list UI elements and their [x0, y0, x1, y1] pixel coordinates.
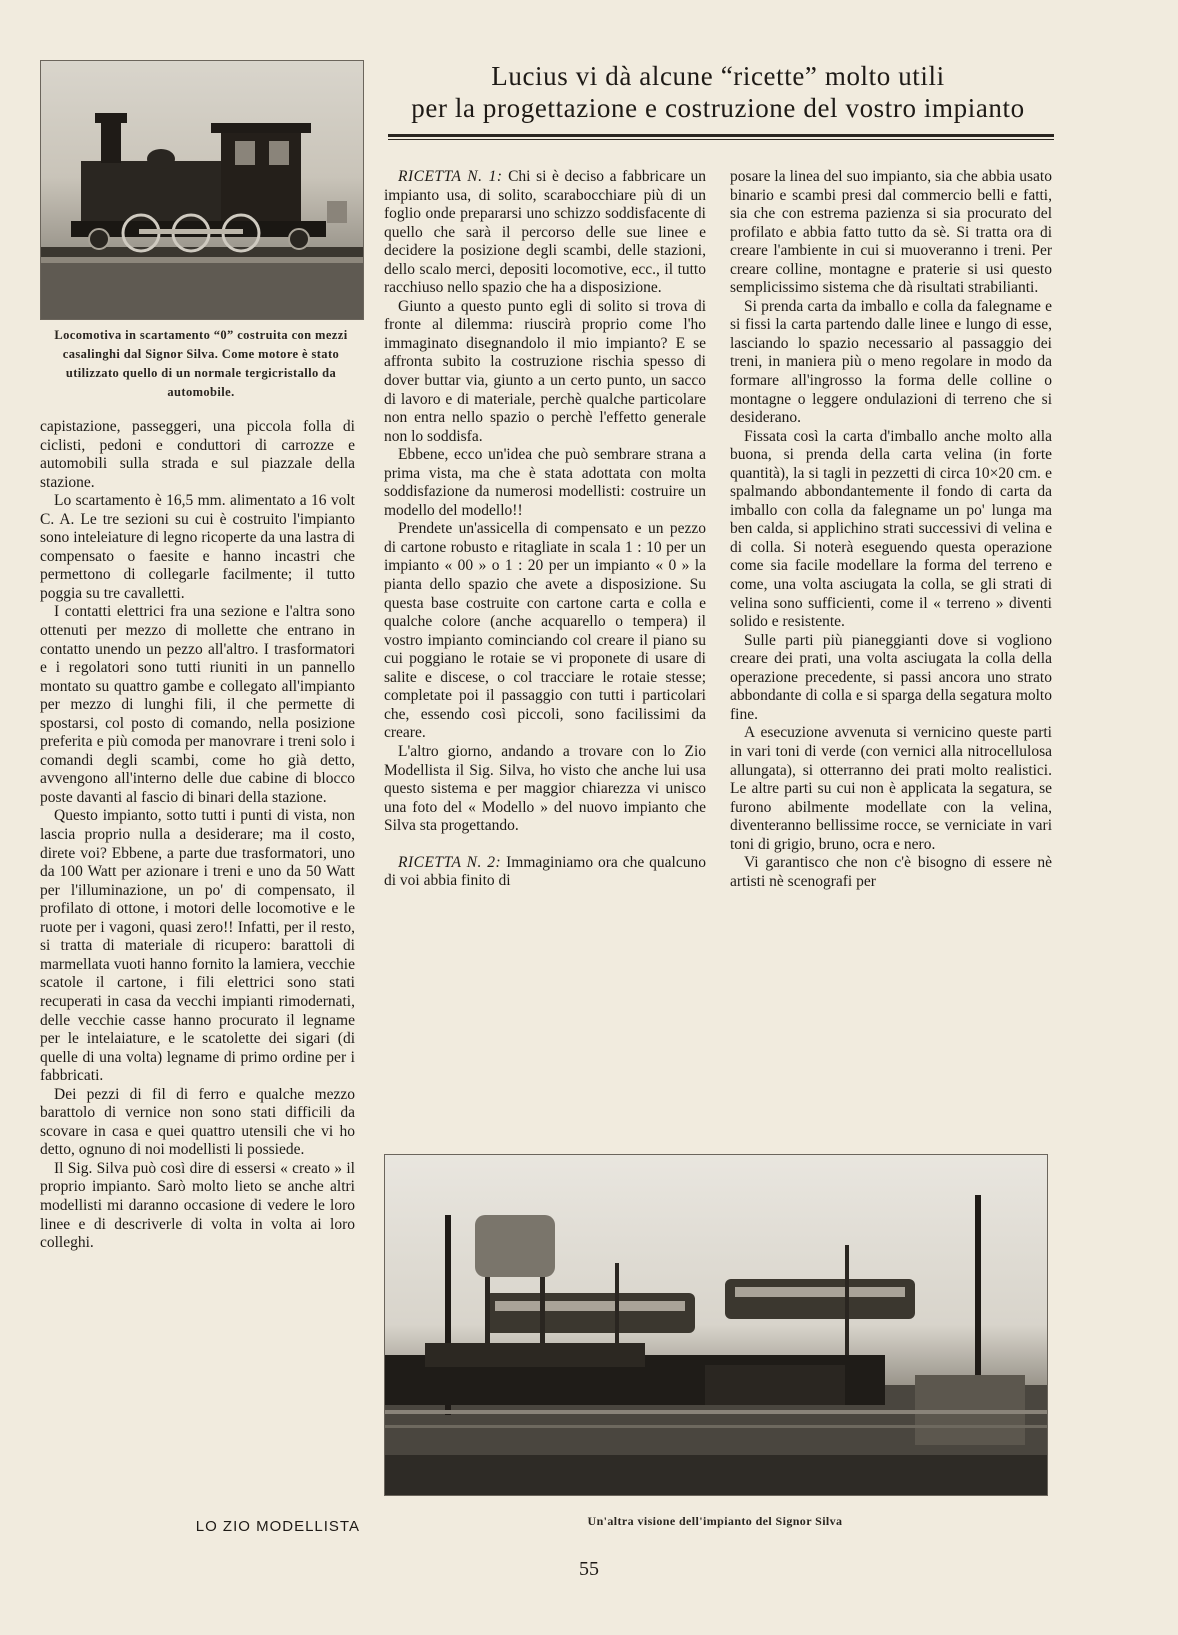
paragraph: Lo scartamento è 16,5 mm. alimentato a 16 volt C. A. Le tre sezioni su cui è costruito l'impianto sono inteleiature di legno ricoperte da una lastra di compensato o faesite e hanno incastri che permettono di collegarle facilmente; il tutto poggia su tre cavalletti.	[40, 492, 355, 602]
paragraph: Ebbene, ecco un'idea che può sembrare strana a prima vista, ma che è stata adottata con molta soddisfazione da numerosi modellisti: costruire un modello del modello!!	[384, 446, 706, 519]
recipe-2-text: Immaginiamo ora che qualcuno di voi abbia finito di	[384, 853, 706, 890]
recipe-1-paragraph	[384, 168, 706, 298]
recipe-2-paragraph	[384, 854, 706, 891]
recipe-1-text: Chi si è deciso a fabbricare un impianto usa, di solito, scarabocchiare più di un foglio onde prepararsi uno schizzo soddisfacente di quello che sarà il percorso delle sue linee e decidere la posizione degli scambi, delle stazioni, dello scalo merci, depositi locomotive, ecc., il tutto racchiuso nello spazio che ha a disposizione.	[384, 168, 706, 297]
paragraph: Prendete un'assicella di compensato e un pezzo di cartone robusto e ritagliate in scala 1 : 10 per un impianto « 00 » o 1 : 20 per un impianto « 0 » la pianta dello spazio che avete a disposizione. Su questa base costruite con cartone carta e colla e qualche colore (anche acquarello o tempera) il vostro impianto cominciando col creare il piano su cui poggiano le rotaie se vi proponete di usare di salite e discese, o col tracciare le rotaie stesse; completate poi il passaggio con tutti i particolari che, essendo così piccoli, sono facilissimi da creare.	[384, 520, 706, 742]
page-number: 55	[579, 1558, 599, 1580]
layout-photo	[384, 1154, 1048, 1496]
locomotive-photo	[40, 60, 364, 320]
model-layout-illustration	[385, 1155, 1047, 1495]
paragraph: Vi garantisco che non c'è bisogno di essere nè artisti nè scenografi per	[730, 854, 1052, 890]
paragraph: Dei pezzi di fil di ferro e qualche mezzo barattolo di vernice non sono stati difficili da scovare in casa e quei quattro utensili che vi ho detto, ognuno di noi modellisti li possiede.	[40, 1085, 355, 1159]
paragraph: Si prenda carta da imballo e colla da falegname e si fissi la carta partendo dalle linee e lungo di esse, lasciando lo spazio necessario al passaggio dei treni, in maniera più o meno regolare in modo da formare all'ingrosso la forma delle colline o montagne o leggere ondulazioni di terreno che si desiderano.	[730, 297, 1052, 427]
text-column-1	[40, 418, 355, 1253]
paragraph: Fissata così la carta d'imballo anche molto alla buona, si prenda della carta velina (in forte quantità), la si tagli in pezzetti di circa 10×20 cm. e spalmando abbondantemente il fondo di carta da imballo con colla da falegname un po' lunga ma ben calda, si applichino strati successivi di velina e di colla. Si noterà eseguendo questa operazione come sia facile modellare la forma del terreno e come, una volta asciugata la colla, se gli strati di velina sono sufficienti, come il « terreno » diventi solido e resistente.	[730, 427, 1052, 631]
text-column-3	[730, 168, 1052, 891]
title-line-2: per la progettazione e costruzione del vostro impianto	[411, 93, 1025, 123]
recipe-1-label: RICETTA N. 1:	[398, 168, 503, 185]
photo-caption-top: Locomotiva in scartamento “0” costruita con mezzi casalinghi dal Signor Silva. Come motore è stato utilizzato quello di un normale tergicristallo da automobile.	[54, 328, 348, 399]
paragraph: Sulle parti più pianeggianti dove si vogliono creare dei prati, una volta asciugata la colla della operazione precedente, si passi ancora uno strato abbondante di colla e si sparga della segatura molto fine.	[730, 631, 1052, 723]
locomotive-illustration	[41, 61, 363, 319]
paragraph: L'altro giorno, andando a trovare con lo Zio Modellista il Sig. Silva, ho visto che anche lui usa questo sistema e per maggior chiarezza vi unisco una foto del « Modello » del nuovo impianto che Silva sta progettando.	[384, 742, 706, 835]
title-rule-thin	[388, 139, 1054, 140]
paragraph: I contatti elettrici fra una sezione e l'altra sono ottenuti per mezzo di mollette che entrano in contatto unendo un pezzo all'altro. I trasformatori e i regolatori sono tutti riuniti in un pannello montato su quattro gambe e collegato all'impianto per mezzo di lunghi fili, il che permette di spostarsi, col posto di comando, nella posizione preferita e più comoda per manovrare i treni solo i comandi degli scambi, come ho già detto, avvengono all'interno delle due cabine di blocco poste davanti al fascio di binari della stazione.	[40, 603, 355, 806]
article-title	[380, 60, 1056, 124]
recipe-2-label: RICETTA N. 2:	[398, 853, 502, 871]
title-line-1: Lucius vi dà alcune “ricette” molto utili	[491, 61, 945, 91]
paragraph: Questo impianto, sotto tutti i punti di vista, non lascia proprio nulla a desiderare; ma il costo, direte voi? Ebbene, a parte due trasformatori, uno da 100 Watt per azionare i treni e uno da 50 Watt per l'illuminazione, un po' di compensato, il profilato di ottone, i motori delle locomotive e le ruote per i vagoni, quasi zero!! Infatti, per il resto, si tratta di materiale di ricupero: barattoli di marmellata vuoti hanno fornito la lamiera, vecchie scatole il cartone, i fili elettrici sono stati recuperati in casa da vecchi impianti rimodernati, delle vecchie casse hanno procurato il legname per le intelaiature, e le scatolette dei sigari (di quelle di una volta) legname di primo ordine per i fabbricati.	[40, 807, 355, 1085]
title-rule	[388, 134, 1054, 137]
paragraph: A esecuzione avvenuta si vernicino queste parti in vari toni di verde (con vernici alla nitrocellulosa allungata), si otterranno dei prati molto realistici. Le altre parti su cui non è applicata la segatura, se furono abilmente modellate con la velina, diventeranno bellissime rocce, se verniciate in vari toni di grigio, bruno, ocra e nero.	[730, 724, 1052, 853]
paragraph: posare la linea del suo impianto, sia che abbia usato binario e scambi presi dal commercio belli e fatti, sia che con estrema pazienza si sia procurato del profilato e abbia fatto tutto da sè. Si tratta ora di creare l'ambiente in cui si muoveranno i treni. Per creare colline, montagne e praterie si usi questo semplicissimo sistema che dà risultati strabilianti.	[730, 168, 1052, 297]
author-signature: LO ZIO MODELLISTA	[195, 1518, 360, 1535]
paragraph: capistazione, passeggeri, una piccola folla di ciclisti, pedoni e conduttori di carrozze e automobili sulla strada e sul piazzale della stazione.	[40, 418, 355, 491]
paragraph: Il Sig. Silva può così dire di essersi « creato » il proprio impianto. Sarò molto lieto se anche altri modellisti mi daranno occasione di vedere le loro linee e di descriverle di volta in volta ai loro colleghi.	[40, 1159, 355, 1252]
photo-caption-bottom: Un'altra visione dell'impianto del Signor Silva	[587, 1514, 843, 1528]
paragraph: Giunto a questo punto egli di solito si trova di fronte al dilemma: riuscirà proprio come l'ho immaginato disegnandolo il mio impianto? E se affronta subito la costruzione rischia spesso di dover buttar via, giunto a un certo punto, un sacco di lavoro e di materiale, perchè qualche particolare non entra nello spazio o perchè l'effetto generale non lo soddisfa.	[384, 297, 706, 445]
text-column-2	[384, 168, 706, 891]
